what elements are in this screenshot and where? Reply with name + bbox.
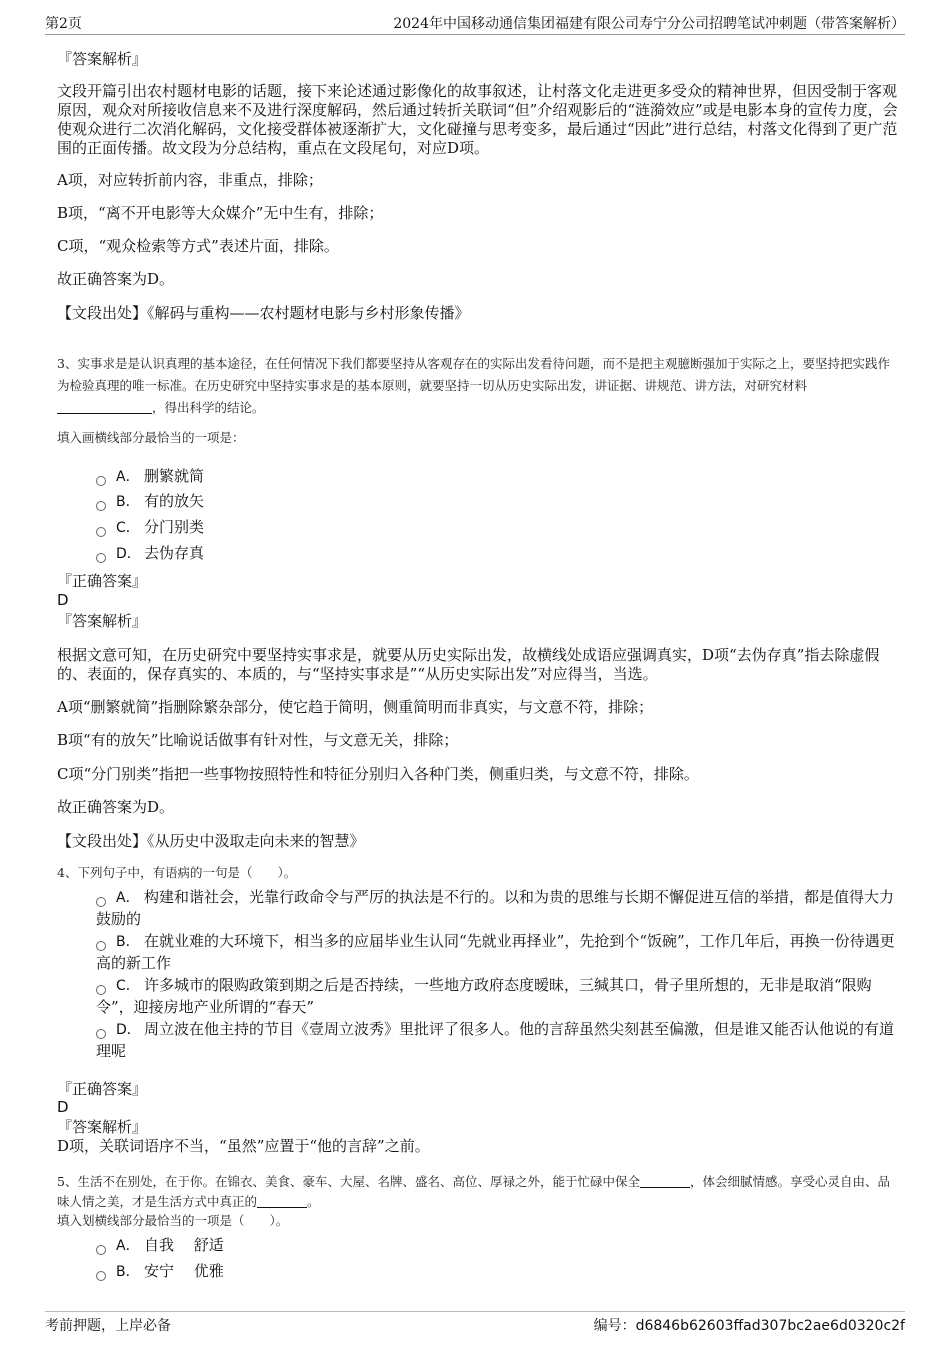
q3-option-a-note: A项“删繁就简”指删除繁杂部分，使它趋于简明，侧重简明而非真实，与文意不符，排除；	[57, 698, 654, 716]
radio-button[interactable]	[96, 1271, 106, 1281]
q2-analysis-body: 文段开篇引出农村题材电影的话题，接下来论述通过影像化的故事叙述，让村落文化走进更多受众的精神世界，但因受制于客观原因，观众对所接收信息来不及进行深度解码，然后通过转折关联词“但”介绍观影后的“涟漪效应”或是电影本身的宣传力度，会使观众进行二次消化解码，文化接受群体被逐渐扩大，文化碰撞与思考变多，最后通过“因此”进行总结，村落文化得到了更广范围的正面传播。故文段为分总结构，重点在文段尾句，对应D项。	[57, 82, 898, 157]
radio-button[interactable]	[96, 985, 106, 995]
radio-button[interactable]	[96, 897, 106, 907]
q4-answer-title: 『正确答案』	[57, 1080, 148, 1098]
q2-conclusion: 故正确答案为D。	[57, 270, 175, 288]
q4-stem: 4、下列句子中，有语病的一句是（ ）。	[57, 865, 297, 880]
q3-answer: D	[57, 591, 69, 609]
footer-code-value: d6846b62603ffad307bc2ae6d0320c2f	[635, 1318, 905, 1334]
q3-source: 【文段出处】《从历史中汲取走向未来的智慧》	[57, 832, 365, 850]
q3-option-c[interactable]: C． 分门别类	[96, 516, 896, 539]
q5-stem: 5、生活不在别处，在于你。在锦衣、美食、豪车、大屋、名牌、盛名、高位、厚禄之外，能于忙碌中保全 ，体会细腻情感。享受心灵自由、品味人情之美，才是生活方式中真正的 。	[57, 1174, 890, 1209]
footer-divider	[45, 1311, 905, 1312]
q5-option-a[interactable]: A． 自我 舒适	[96, 1234, 896, 1257]
radio-button[interactable]	[96, 1029, 106, 1039]
document-title: 2024年中国移动通信集团福建有限公司寿宁分公司招聘笔试冲刺题（带答案解析）	[393, 16, 905, 32]
q3-stem	[57, 353, 899, 419]
q2-option-a-note: A项，对应转折前内容，非重点，排除；	[57, 171, 323, 189]
q4-answer: D	[57, 1098, 69, 1116]
q4-option-c[interactable]: C． 许多城市的限购政策到期之后是否持续，一些地方政府态度暧昧，三缄其口，骨子里所想的，无非是取消“限购令”，迎接房地产业所谓的“春天”	[96, 976, 872, 1016]
q3-option-b-note: B项“有的放矢”比喻说话做事有针对性，与文意无关，排除；	[57, 731, 459, 749]
radio-button[interactable]	[96, 476, 106, 486]
q4-option-d[interactable]: D． 周立波在他主持的节目《壹周立波秀》里批评了很多人。他的言辞虽然尖刻甚至偏激，但是谁又能否认他说的有道理呢	[96, 1020, 895, 1060]
q3-answer-title: 『正确答案』	[57, 572, 148, 590]
q3-stem-text: 3、实事求是是认识真理的基本途径，在任何情况下我们都要坚持从客观存在的实际出发看待问题，而不是把主观臆断强加于实际之上，要坚持把实践作为检验真理的唯一标准。在历史研究中坚持实事求是的基本原则，就要坚持一切从历史实际出发，讲证据、讲规范、讲方法，对研究材料	[57, 356, 890, 393]
radio-button[interactable]	[96, 1245, 106, 1255]
q3-prompt: 填入画横线部分最恰当的一项是：	[57, 430, 245, 445]
footer-code-label: 编号：	[593, 1318, 636, 1334]
q4-analysis-title: 『答案解析』	[57, 1118, 148, 1136]
q5-blank-1	[640, 1173, 690, 1188]
q3-option-b[interactable]: B． 有的放矢	[96, 490, 896, 513]
q3-analysis-body: 根据文意可知，在历史研究中要坚持实事求是，就要从历史实际出发，故横线处成语应强调真实，D项“去伪存真”指去除虚假的、表面的，保存真实的、本质的，与“坚持实事求是”“从历史实际出发”对应得当，当选。	[57, 646, 880, 683]
q4-option-b[interactable]: B． 在就业难的大环境下，相当多的应届毕业生认同“先就业再择业”，先抢到个“饭碗”，工作几年后，再换一份待遇更高的新工作	[96, 932, 895, 972]
q3-stem-end: ，得出科学的结论。	[152, 400, 265, 415]
q3-option-a[interactable]: A． 删繁就简	[96, 465, 896, 488]
header-divider	[45, 34, 905, 35]
q4-option-a[interactable]: A． 构建和谐社会，光靠行政命令与严厉的执法是不行的。以和为贵的思维与长期不懈促进互信的举措，都是值得大力鼓励的	[96, 888, 895, 928]
q5-option-b[interactable]: B． 安宁 优雅	[96, 1260, 896, 1283]
q3-blank	[57, 399, 152, 414]
q5-prompt: 填入划横线部分最恰当的一项是（ ）。	[57, 1213, 289, 1228]
q3-conclusion: 故正确答案为D。	[57, 798, 175, 816]
q5-blank-2	[257, 1193, 307, 1208]
radio-button[interactable]	[96, 527, 106, 537]
q3-option-c-note: C项“分门别类”指把一些事物按照特性和特征分别归入各种门类，侧重归类，与文意不符，排除。	[57, 765, 699, 783]
q2-option-c-note: C项，“观众检索等方式”表述片面，排除。	[57, 237, 339, 255]
q3-option-d[interactable]: D． 去伪存真	[96, 542, 896, 565]
radio-button[interactable]	[96, 941, 106, 951]
q3-analysis-title: 『答案解析』	[57, 612, 148, 630]
q2-source: 【文段出处】《解码与重构——农村题材电影与乡村形象传播》	[57, 304, 470, 322]
q2-option-b-note: B项，“离不开电影等大众媒介”无中生有，排除；	[57, 204, 384, 222]
q2-analysis-title: 『答案解析』	[57, 50, 148, 68]
radio-button[interactable]	[96, 553, 106, 563]
footer-code	[594, 1315, 905, 1335]
q4-analysis-body: D项，关联词语序不当，“虽然”应置于“他的言辞”之前。	[57, 1137, 430, 1155]
radio-button[interactable]	[96, 501, 106, 511]
footer-slogan: 考前押题，上岸必备	[45, 1318, 171, 1334]
page-number: 第2页	[45, 16, 82, 32]
